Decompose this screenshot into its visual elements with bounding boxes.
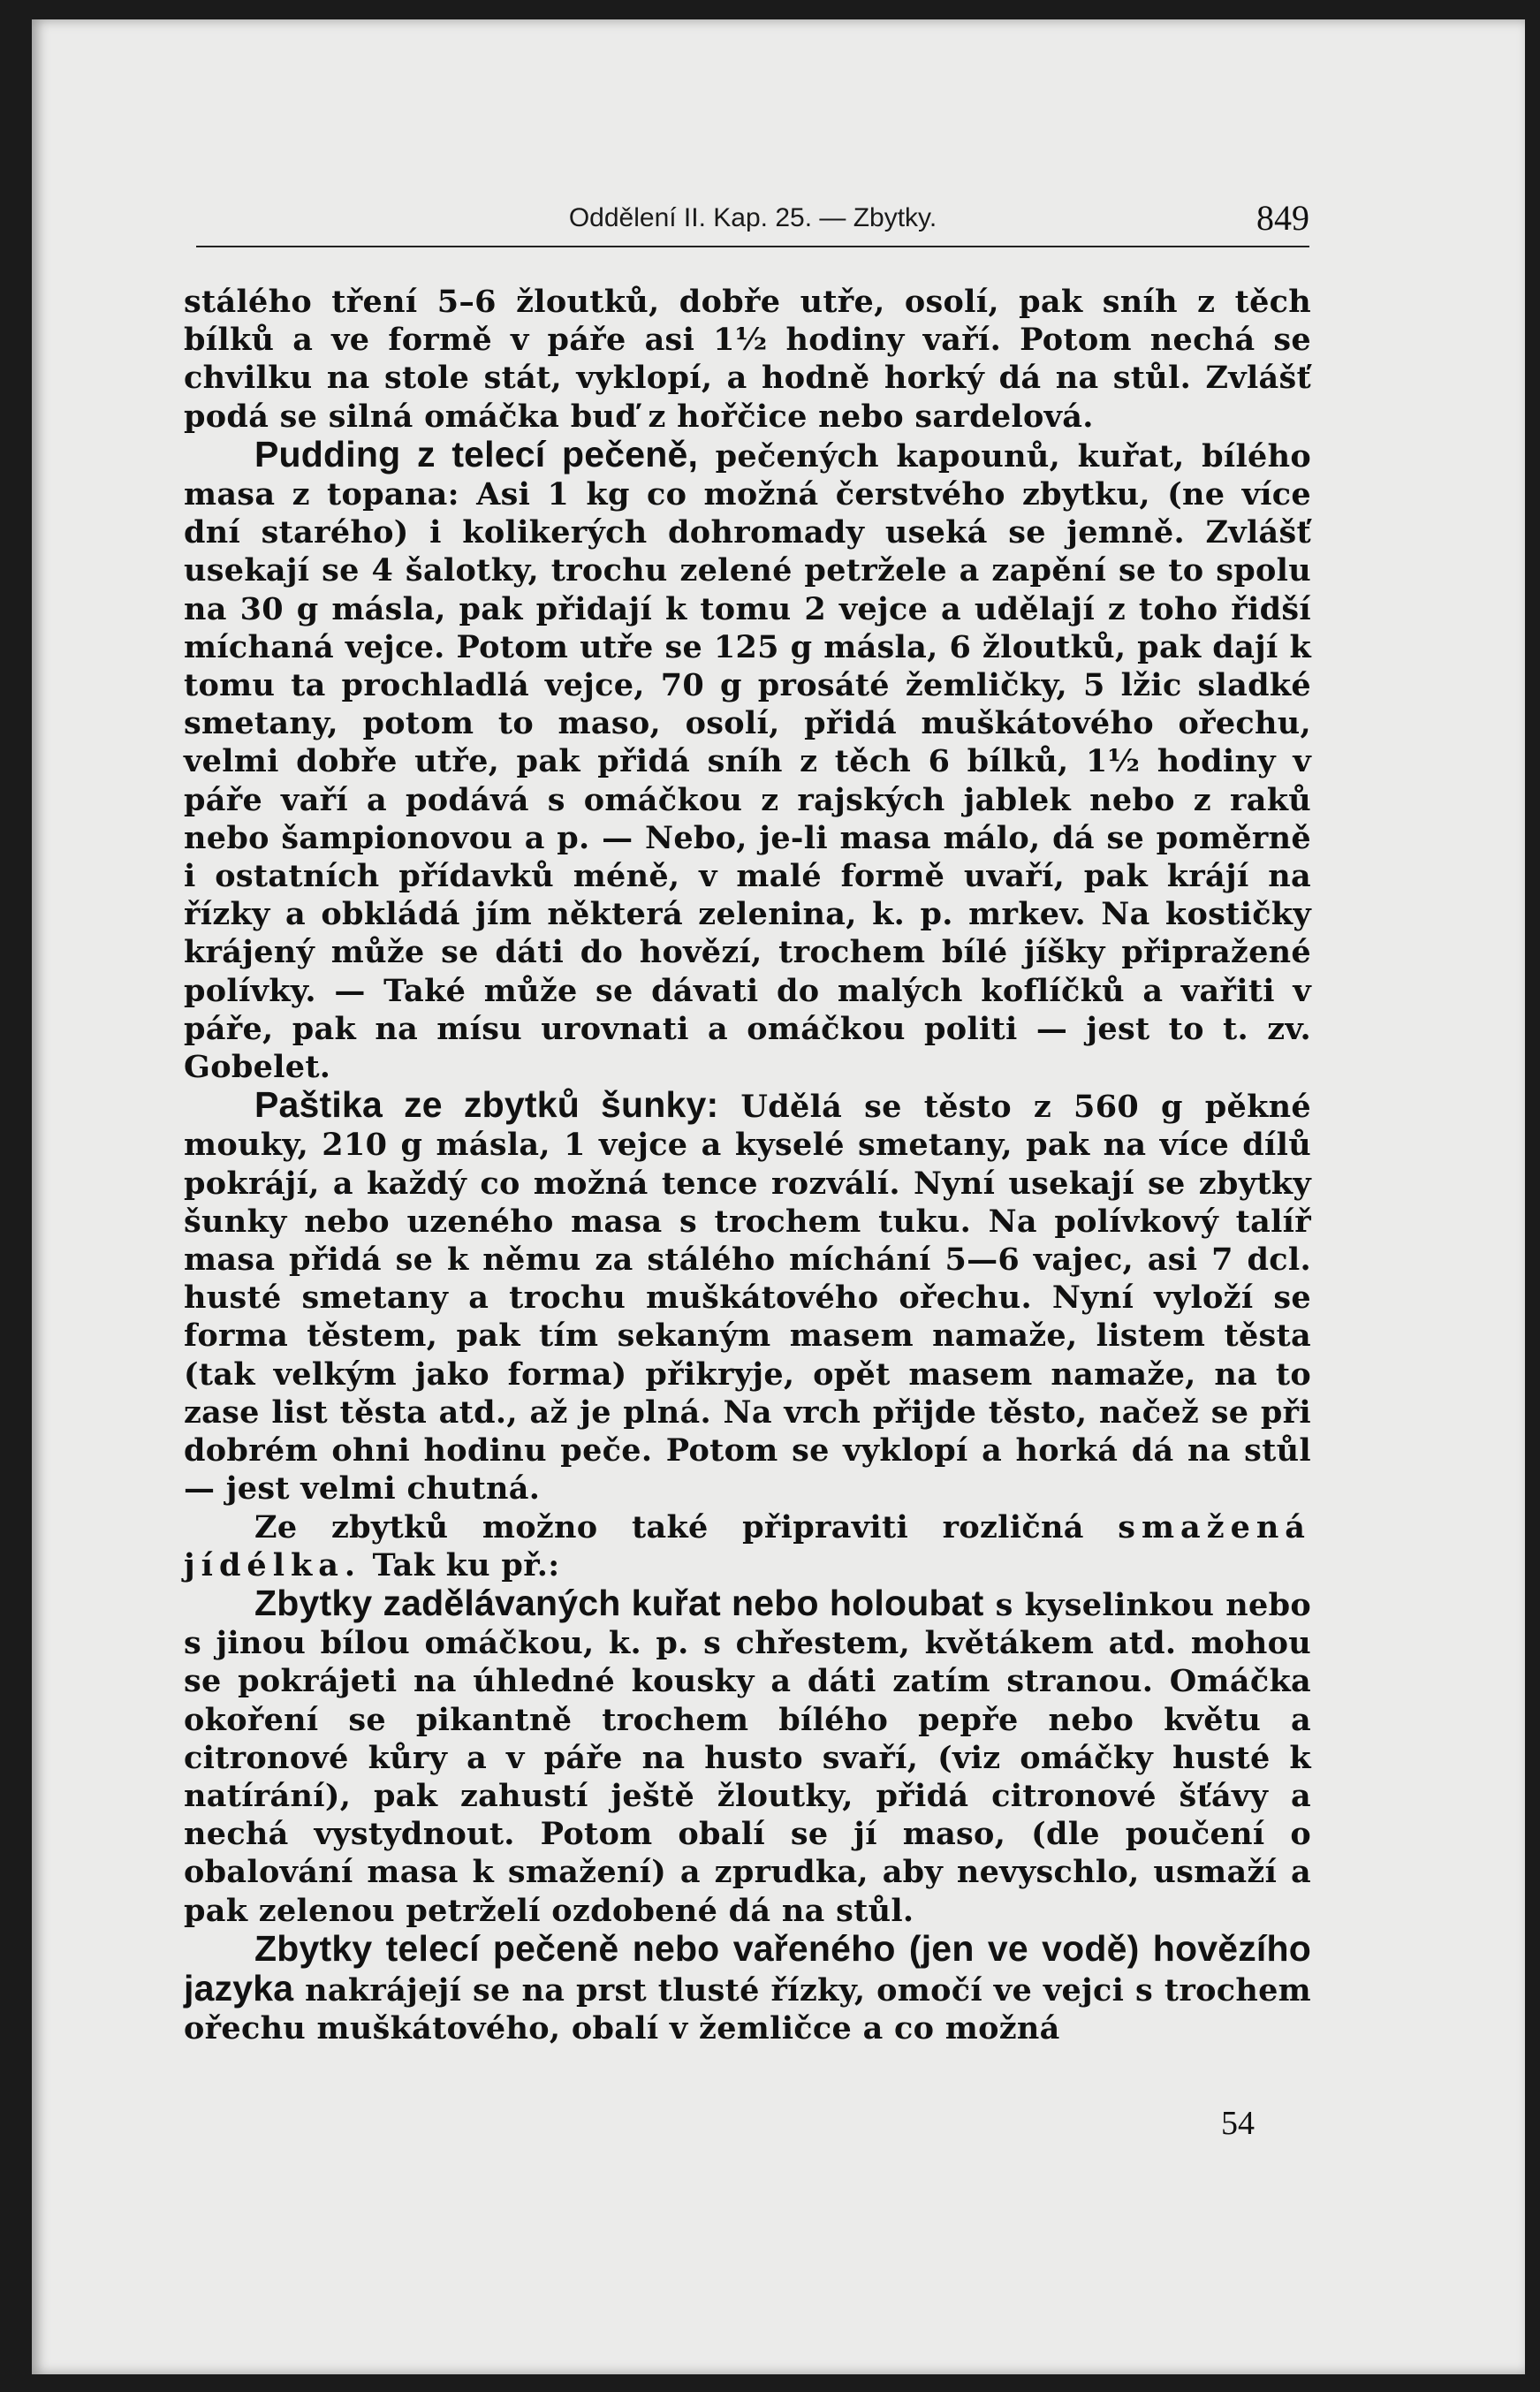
running-head: Oddělení II. Kap. 25. — Zbytky. [568,203,937,232]
paragraph-text: s kyselinkou nebo s jinou bílou omáčkou, k. p. s chřestem, květákem atd. mohou se pokrájeti na úhledné kousky a dáti zatím stranou. Omáčka okoření se pikantně trochem bílého pepře nebo květu a citronové kůry a v páře na husto svaří, (viz omáčky husté k natírání), pak zahustí ještě žloutky, přidá citronové šťávy a nechá vystydnout. Potom obalí se jí maso, (dle poučení o obalování masa k smažení) a zprudka, aby nevyschlo, usmaží a pak zelenou petrželí ozdobené dá na stůl. [184,1586,1311,1929]
page-number: 849 [1256,198,1309,238]
recipe-heading: Zbytky zadělávaných kuřat nebo holoubat [254,1582,984,1623]
recipe-veal-pudding [184,433,1311,1086]
printer-signature: 54 [1221,2105,1255,2142]
emphasized-term: smažená jídélka. [184,1508,1311,1583]
recipe-veal-tongue [184,1927,1311,2048]
book-page [32,19,1525,2374]
page-header [196,175,1309,247]
recipe-heading: Pudding z telecí pečeně, [254,433,699,475]
paragraph-text: nakrájejí se na prst tlusté řízky, omočí ve vejci s trochem ořechu muškátového, obalí v žemličce a co možná [184,1971,1311,2047]
paragraph-text: stálého tření 5–6 žloutků, dobře utře, osolí, pak sníh z těch bílků a ve formě v páře asi 1½ hodiny vaří. Potom nechá se chvilku na stole stát, vyklopí, a hodně horký dá na stůl. Zvlášť podá se silná omáčka buď z hořčice nebo sardelová. [184,284,1311,435]
paragraph-text: Udělá se těsto z 560 g pěkné mouky, 210 g másla, 1 vejce a kyselé smetany, pak na více dílů pokrájí, a každý co možná tence rozválí. Nyní usekají se zbytky šunky nebo uzeného masa s trochem tuku. Na polívkový talíř masa přidá se k němu za stálého míchání 5—6 vajec, asi 7 dcl. husté smetany a trochu muškátového ořechu. Nyní vyloží se forma těstem, pak tím sekaným masem namaže, listem těsta (tak velkým jako forma) přikryje, opět masem namaže, na to zase list těsta atd., až je plná. Na vrch přijde těsto, načež se při dobrém ohni hodinu peče. Potom se vyklopí a horká dá na stůl — jest velmi chutná. [184,1089,1311,1507]
paragraph-text: Ze zbytků možno také připraviti rozličná [254,1508,1084,1545]
fried-dishes-intro [184,1508,1311,1584]
paragraph-continuation [184,283,1311,436]
recipe-heading: Paštika ze zbytků šunky: [254,1084,719,1126]
paragraph-text: pečených kapounů, kuřat, bílého masa z topana: Asi 1 kg co možná čerstvého zbytku, (ne více dní starého) i kolikerých dohromady useká se jemně. Zvlášť usekají se 4 šalotky, trochu zelené petržele a zapění se to spolu na 30 g másla, pak přidají k tomu 2 vejce a udělají z toho řidší míchaná vejce. Potom utře se 125 g másla, 6 žloutků, pak dají k tomu ta prochladlá vejce, 70 g prosáté žemličky, 5 lžic sladké smetany, potom to maso, osolí, přidá muškátového ořechu, velmi dobře utře, pak přidá sníh z těch 6 bílků, 1½ hodiny v páře vaří a podává s omáčkou z rajských jablek nebo z raků nebo šampionovou a p. — Nebo, je-li masa málo, dá se poměrně i ostatních přídavků méně, v malé formě uvaří, pak krájí na řízky a obkládá jím některá zelenina, k. p. mrkev. Na kostičky krájený může se dáti do hovězí, trochem bílé jíšky připražené polívky. — Také může se dávati do malých koflíčků a vařiti v páře, pak na mísu urovnati a omáčkou politi — jest to t. zv. Gobelet. [184,437,1311,1086]
recipe-heading: Zbytky telecí pečeně nebo vařeného (jen ve vodě) hovězího jazyka [184,1927,1311,2009]
body-text [184,283,1311,2047]
paragraph-text: Tak ku př.: [372,1546,560,1583]
recipe-chicken-leftovers [184,1584,1311,1930]
recipe-ham-pate [184,1086,1311,1507]
